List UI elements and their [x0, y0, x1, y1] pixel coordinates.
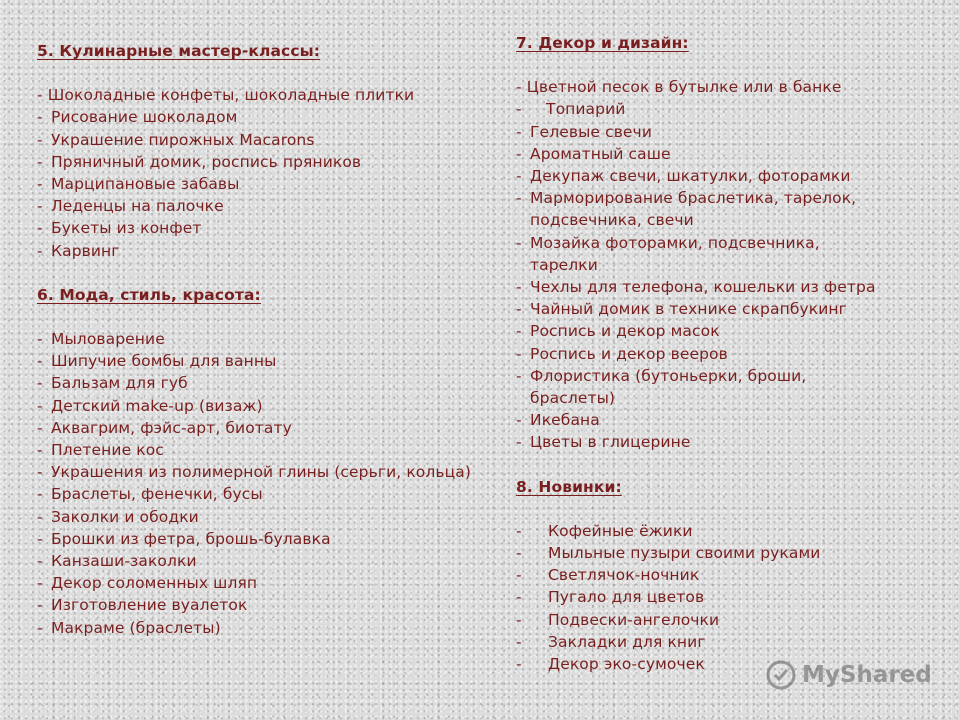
list-item: - Флористика (бутоньерки, броши, браслеты) — [516, 365, 860, 409]
section-5-title: 5. Кулинарные мастер-классы: — [37, 42, 321, 60]
section-8-title: 8. Новинки: — [516, 477, 622, 496]
list-item: - Чехлы для телефона, кошельки из фетра — [516, 276, 946, 298]
list-item: - Декор эко-сумочек — [516, 653, 946, 675]
list-item: - Пряничный домик, роспись пряников — [37, 151, 477, 173]
list-item: - Украшения из полимерной глины (серьги, кольца) — [37, 461, 476, 483]
list-item: - Букеты из конфет — [37, 217, 477, 239]
list-item: - Мыловарение — [37, 328, 477, 350]
list-item: - Пугало для цветов — [516, 586, 946, 608]
list-item: - Леденцы на палочке — [37, 195, 477, 217]
list-item: - Канзаши-заколки — [37, 550, 477, 572]
list-item: - Кофейные ёжики — [516, 520, 946, 542]
list-item: - Браслеты, фенечки, бусы — [37, 483, 477, 505]
list-item: - Гелевые свечи — [516, 121, 946, 143]
list-item: - Подвески-ангелочки — [516, 609, 946, 631]
section-5-list — [37, 84, 477, 262]
list-item: - Брошки из фетра, брошь-булавка — [37, 528, 477, 550]
section-6-title: 6. Мода, стиль, красота: — [37, 285, 261, 304]
list-item: - Роспись и декор масок — [516, 320, 946, 342]
list-item: - Аквагрим, фэйс-арт, биотату — [37, 417, 477, 439]
list-item: - Закладки для книг — [516, 631, 946, 653]
list-item: - Украшение пирожных Macarons — [37, 129, 477, 151]
left-column — [37, 40, 477, 639]
list-item: - Марморирование браслетика, тарелок, подсвечника, свечи — [516, 187, 930, 231]
list-item: - Светлячок-ночник — [516, 564, 946, 586]
list-item: - Макраме (браслеты) — [37, 617, 477, 639]
section-8-list — [516, 520, 946, 675]
list-item: - Заколки и ободки — [37, 506, 477, 528]
myshared-watermark — [766, 660, 932, 690]
list-item: - Цветной песок в бутылке или в банке — [516, 78, 842, 97]
list-item: - Марципановые забавы — [37, 173, 477, 195]
list-item: - Роспись и декор вееров — [516, 343, 946, 365]
list-item: - Рисование шоколадом — [37, 106, 477, 128]
right-column — [516, 32, 946, 675]
list-item: - Бальзам для губ — [37, 372, 477, 394]
list-item: - Ароматный саше — [516, 143, 946, 165]
myshared-logo-icon — [766, 660, 796, 690]
watermark-text: MyShared — [802, 662, 932, 688]
section-7-list — [516, 76, 946, 453]
list-item: - Шоколадные конфеты, шоколадные плитки — [37, 86, 415, 105]
list-item: - Детский make-up (визаж) — [37, 395, 477, 417]
list-item: - Мозайка фоторамки, подсвечника, тарелки — [516, 232, 880, 276]
list-item: - Топиарий — [516, 98, 946, 120]
list-item: - Икебана — [516, 409, 946, 431]
list-item: - Декор соломенных шляп — [37, 572, 477, 594]
list-item: - Мыльные пузыри своими руками — [516, 542, 946, 564]
section-7-title: 7. Декор и дизайн: — [516, 34, 689, 52]
section-6-list — [37, 328, 477, 639]
list-item: - Изготовление вуалеток — [37, 594, 477, 616]
list-item: - Шипучие бомбы для ванны — [37, 350, 477, 372]
list-item: - Карвинг — [37, 240, 477, 262]
list-item: - Декупаж свечи, шкатулки, фоторамки — [516, 165, 946, 187]
list-item: - Чайный домик в технике скрапбукинг — [516, 298, 946, 320]
list-item: - Плетение кос — [37, 439, 477, 461]
list-item: - Цветы в глицерине — [516, 431, 946, 453]
